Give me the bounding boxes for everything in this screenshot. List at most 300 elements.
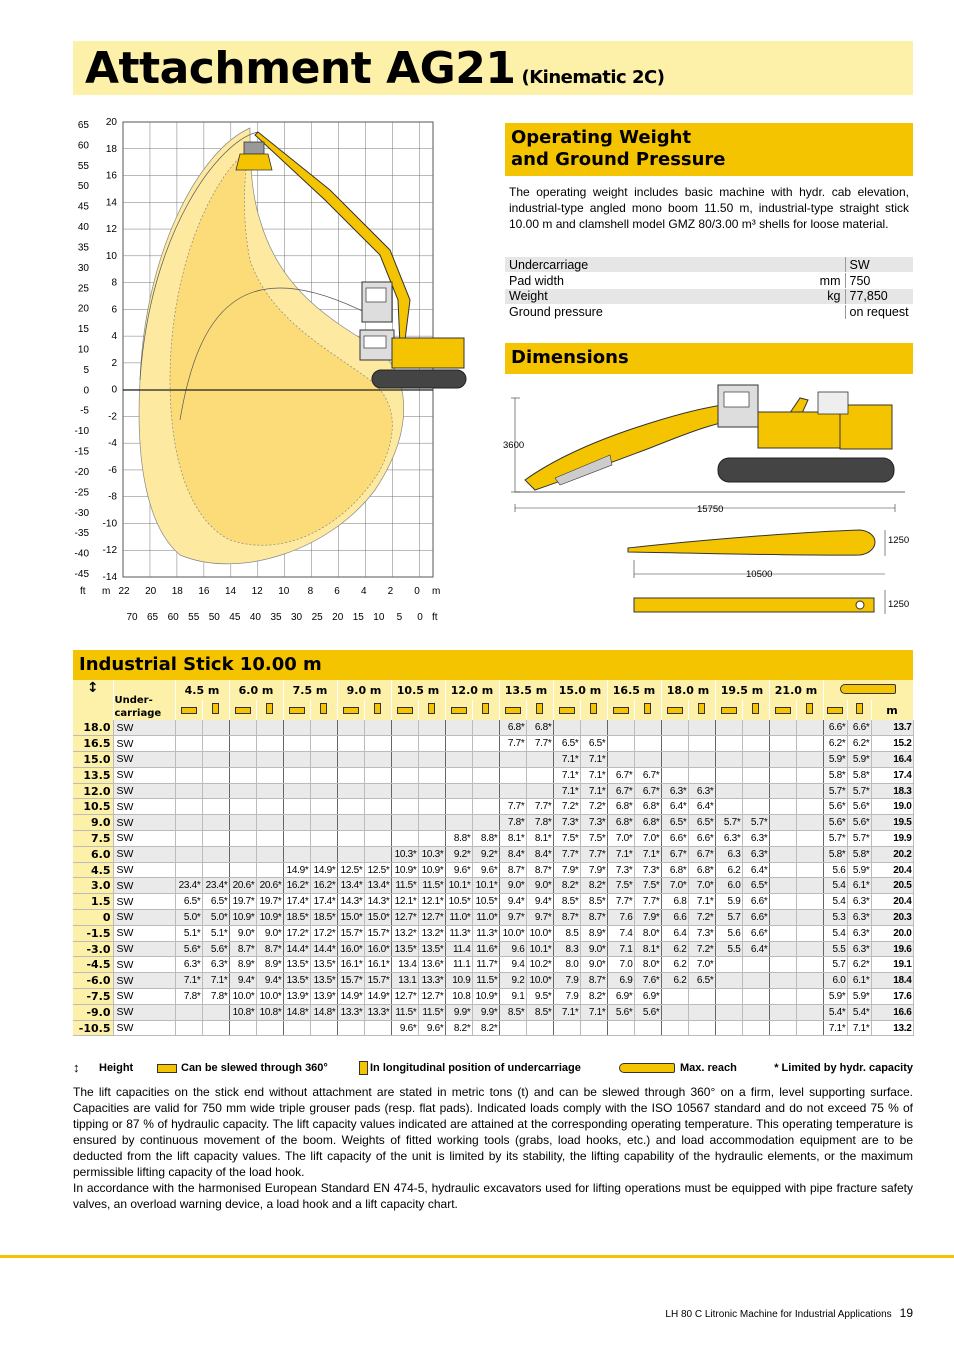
capacity-cell: 8.0* xyxy=(634,925,661,941)
m-tick-label: -2 xyxy=(108,411,117,423)
dim-height: 3600 xyxy=(503,440,525,451)
capacity-cell xyxy=(310,846,337,862)
capacity-cell: 7.3* xyxy=(580,815,607,831)
m-tick-label: 6 xyxy=(111,304,117,316)
capacity-cell: 16.2* xyxy=(283,878,310,894)
capacity-cell: 15.7* xyxy=(337,973,364,989)
capacity-cell: 9.0* xyxy=(580,957,607,973)
capacity-cell: 6.8 xyxy=(661,894,688,910)
capacity-cell xyxy=(742,783,769,799)
max-reach-value: 20.4 xyxy=(871,862,913,878)
capacity-cell: 7.9 xyxy=(553,973,580,989)
capacity-cell xyxy=(796,1004,823,1020)
capacity-cell xyxy=(688,767,715,783)
legend-max-reach: Max. reach xyxy=(680,1062,737,1074)
operating-weight-description: The operating weight includes basic machine with hydr. cab elevation, industrial-type angled mono boom 11.50 m, industrial-type straight stick 10.00 m and clamshell model GMZ 80/3.00 m³ shells for loose material. xyxy=(509,185,909,231)
capacity-cell: 14.4* xyxy=(310,941,337,957)
capacity-cell xyxy=(796,783,823,799)
longitudinal-icon xyxy=(796,700,823,720)
m-tick-label-x: 0 xyxy=(414,586,420,597)
capacity-cell: 15.7* xyxy=(337,925,364,941)
capacity-cell xyxy=(472,815,499,831)
max-reach-value: 17.6 xyxy=(871,989,913,1005)
capacity-cell xyxy=(607,752,634,768)
max-reach-capacity: 6.2* xyxy=(823,736,847,752)
max-reach-capacity: 5.4* xyxy=(847,1004,871,1020)
capacity-cell: 9.0* xyxy=(580,941,607,957)
max-reach-capacity: 6.1* xyxy=(847,973,871,989)
capacity-cell xyxy=(769,815,796,831)
spec-label: Weight xyxy=(505,288,769,304)
undercarriage-header: Under- carriage xyxy=(113,680,175,720)
capacity-cell xyxy=(742,752,769,768)
capacity-cell: 6.9 xyxy=(607,973,634,989)
capacity-cell: 7.3* xyxy=(634,862,661,878)
capacity-cell: 5.7* xyxy=(742,815,769,831)
capacity-cell xyxy=(769,957,796,973)
ft-tick-label: 10 xyxy=(77,344,89,356)
capacity-cell xyxy=(337,815,364,831)
capacity-cell xyxy=(202,752,229,768)
capacity-cell: 6.4* xyxy=(742,862,769,878)
table-row xyxy=(73,752,913,768)
capacity-cell xyxy=(364,799,391,815)
capacity-cell: 9.2 xyxy=(499,973,526,989)
spec-label: Undercarriage xyxy=(505,257,769,273)
ft-tick-label: 5 xyxy=(83,364,89,376)
capacity-cell xyxy=(796,894,823,910)
capacity-cell xyxy=(256,1020,283,1036)
capacity-cell xyxy=(283,783,310,799)
capacity-cell xyxy=(445,799,472,815)
capacity-cell: 8.1* xyxy=(499,831,526,847)
capacity-cell xyxy=(256,720,283,736)
capacity-cell: 9.4* xyxy=(499,894,526,910)
table-row xyxy=(73,815,913,831)
slew-icon xyxy=(553,700,580,720)
table-row xyxy=(73,894,913,910)
capacity-cell: 14.9* xyxy=(310,862,337,878)
m-tick-label: 4 xyxy=(111,331,117,343)
capacity-cell xyxy=(796,925,823,941)
capacity-cell: 8.7* xyxy=(553,910,580,926)
table-row xyxy=(73,736,913,752)
capacity-cell: 12.5* xyxy=(337,862,364,878)
capacity-cell: 11.5* xyxy=(391,878,418,894)
max-reach-capacity: 5.7* xyxy=(823,831,847,847)
capacity-cell xyxy=(607,736,634,752)
capacity-cell: 8.5* xyxy=(580,894,607,910)
m-tick-label-x: 12 xyxy=(251,586,263,597)
row-height: 16.5 xyxy=(73,736,113,752)
row-height: 3.0 xyxy=(73,878,113,894)
m-tick-label: -6 xyxy=(108,464,117,476)
capacity-cell: 7.0* xyxy=(688,957,715,973)
row-undercarriage: SW xyxy=(113,783,175,799)
capacity-cell: 7.1* xyxy=(607,846,634,862)
capacity-cell: 7.1* xyxy=(688,894,715,910)
capacity-cell: 14.4* xyxy=(283,941,310,957)
longitudinal-icon xyxy=(256,700,283,720)
capacity-cell: 6.7* xyxy=(688,846,715,862)
capacity-cell: 6.6* xyxy=(688,831,715,847)
capacity-cell xyxy=(796,878,823,894)
capacity-cell: 17.4* xyxy=(310,894,337,910)
max-reach-value: 19.6 xyxy=(871,941,913,957)
capacity-cell xyxy=(391,831,418,847)
capacity-cell xyxy=(796,831,823,847)
capacity-cell xyxy=(661,1004,688,1020)
capacity-cell: 9.2* xyxy=(472,846,499,862)
ft-tick-label-x: 25 xyxy=(311,612,323,623)
capacity-cell xyxy=(769,831,796,847)
capacity-cell: 8.3 xyxy=(553,941,580,957)
capacity-cell xyxy=(769,878,796,894)
capacity-cell xyxy=(742,720,769,736)
max-reach-value: 16.4 xyxy=(871,752,913,768)
capacity-cell xyxy=(337,1020,364,1036)
capacity-cell xyxy=(688,720,715,736)
capacity-cell xyxy=(175,831,202,847)
max-reach-capacity: 5.7 xyxy=(823,957,847,973)
capacity-cell: 11.3* xyxy=(472,925,499,941)
capacity-cell xyxy=(364,1020,391,1036)
capacity-cell xyxy=(796,846,823,862)
capacity-cell: 8.7* xyxy=(580,910,607,926)
m-tick-label-x: 6 xyxy=(334,586,340,597)
capacity-cell: 7.7* xyxy=(580,846,607,862)
m-tick-label-x: 22 xyxy=(118,586,130,597)
spec-unit: kg xyxy=(769,288,845,304)
m-tick-label: 8 xyxy=(111,277,117,289)
capacity-cell xyxy=(769,941,796,957)
table-row xyxy=(73,910,913,926)
capacity-cell: 6.5* xyxy=(688,973,715,989)
row-undercarriage: SW xyxy=(113,815,175,831)
max-reach-value: 20.2 xyxy=(871,846,913,862)
capacity-cell xyxy=(283,752,310,768)
row-undercarriage: SW xyxy=(113,862,175,878)
m-tick-label: 20 xyxy=(105,117,117,128)
capacity-cell: 9.4 xyxy=(499,957,526,973)
capacity-cell: 8.9* xyxy=(580,925,607,941)
table-row xyxy=(73,1020,913,1036)
radius-header: 7.5 m xyxy=(283,680,337,700)
capacity-cell xyxy=(202,862,229,878)
capacity-cell xyxy=(715,752,742,768)
capacity-cell: 7.9* xyxy=(553,862,580,878)
row-undercarriage: SW xyxy=(113,957,175,973)
capacity-cell: 10.0* xyxy=(526,925,553,941)
capacity-cell: 6.2 xyxy=(661,973,688,989)
capacity-cell xyxy=(796,862,823,878)
note-paragraph-1: The lift capacities on the stick end without attachment are stated in metric tons (t) and can be slewed through 360° on a firm, level supporting surface. Capacities are valid for 750 mm wide triple grouser pads (resp. flat pads). Indicated loads comply with the ISO 10567 standard and do not exceed 75 % of tipping or 87 % of hydraulic capacity. The lift capacity values indicated are attained at the corresponding operating temperature. This operating temperature is ensured by continuous movement of the boom. Weights of fitted working tools (grabs, load hooks, etc.) and load accommodation equipment are to be deducted from the lift capacity values. The lift capacity of the unit is limited by its stability, the lifting capability of the hydraulic elements, or the maximum permissible lifting capacity of the load hook. xyxy=(73,1085,913,1179)
m-tick-label: 18 xyxy=(105,143,117,155)
max-reach-capacity: 5.9* xyxy=(823,752,847,768)
row-height: 18.0 xyxy=(73,720,113,736)
table-row xyxy=(73,783,913,799)
table-row xyxy=(73,957,913,973)
row-undercarriage: SW xyxy=(113,799,175,815)
capacity-cell xyxy=(715,989,742,1005)
capacity-cell: 8.7* xyxy=(256,941,283,957)
capacity-cell xyxy=(310,767,337,783)
capacity-cell xyxy=(769,1004,796,1020)
ft-tick-label: 45 xyxy=(77,201,89,213)
capacity-cell: 8.9* xyxy=(256,957,283,973)
capacity-cell: 6.5* xyxy=(661,815,688,831)
capacity-cell xyxy=(418,831,445,847)
max-reach-capacity: 5.7* xyxy=(847,783,871,799)
capacity-cell xyxy=(391,720,418,736)
capacity-cell: 6.2 xyxy=(661,941,688,957)
capacity-cell xyxy=(256,767,283,783)
legend-limited: * Limited by hydr. capacity xyxy=(774,1062,913,1074)
lift-capacity-notes xyxy=(73,1084,913,1212)
max-reach-header-icon xyxy=(823,680,913,700)
capacity-cell: 13.1 xyxy=(391,973,418,989)
spec-value: 77,850 xyxy=(845,288,913,304)
capacity-cell xyxy=(661,752,688,768)
capacity-cell xyxy=(769,894,796,910)
row-height: 15.0 xyxy=(73,752,113,768)
longitudinal-icon xyxy=(847,700,871,720)
capacity-cell: 7.1* xyxy=(175,973,202,989)
capacity-cell: 7.1 xyxy=(607,941,634,957)
capacity-cell: 7.1* xyxy=(580,767,607,783)
capacity-cell: 5.1* xyxy=(175,925,202,941)
capacity-cell: 6.5* xyxy=(742,878,769,894)
table-row xyxy=(73,925,913,941)
capacity-cell xyxy=(661,720,688,736)
max-reach-value: 19.1 xyxy=(871,957,913,973)
capacity-cell: 13.2* xyxy=(418,925,445,941)
ft-tick-label: 15 xyxy=(77,324,89,336)
capacity-cell: 13.4* xyxy=(364,878,391,894)
m-tick-label-x: 14 xyxy=(224,586,237,597)
capacity-cell xyxy=(256,831,283,847)
max-reach-capacity: 6.6* xyxy=(847,720,871,736)
ft-tick-label-x: 0 xyxy=(417,612,423,623)
capacity-cell xyxy=(769,736,796,752)
capacity-cell: 9.4* xyxy=(526,894,553,910)
capacity-cell xyxy=(715,736,742,752)
max-reach-value: 16.6 xyxy=(871,1004,913,1020)
capacity-cell: 6.3 xyxy=(715,846,742,862)
capacity-cell: 15.7* xyxy=(364,973,391,989)
capacity-cell: 6.7* xyxy=(661,846,688,862)
capacity-cell xyxy=(472,736,499,752)
ft-tick-label: -40 xyxy=(74,548,89,560)
row-height: 10.5 xyxy=(73,799,113,815)
capacity-cell: 6.7* xyxy=(607,767,634,783)
capacity-cell xyxy=(769,925,796,941)
capacity-cell: 7.0* xyxy=(634,831,661,847)
capacity-cell xyxy=(526,752,553,768)
capacity-cell xyxy=(229,720,256,736)
capacity-cell xyxy=(202,815,229,831)
capacity-cell xyxy=(715,1004,742,1020)
note-paragraph-2: In accordance with the harmonised European Standard EN 474-5, hydraulic excavators used for lifting operations must be equipped with pipe fracture safety valves, an overload warning device, a load hook and a lift capacity chart. xyxy=(73,1181,913,1211)
longitudinal-icon xyxy=(364,700,391,720)
row-height: 6.0 xyxy=(73,846,113,862)
capacity-cell: 7.9 xyxy=(553,989,580,1005)
capacity-cell xyxy=(364,846,391,862)
row-undercarriage: SW xyxy=(113,831,175,847)
capacity-cell xyxy=(391,783,418,799)
capacity-cell xyxy=(283,799,310,815)
operating-weight-title-2: and Ground Pressure xyxy=(511,149,726,170)
ft-axis-unit-x: ft xyxy=(432,612,438,623)
longitudinal-icon xyxy=(634,700,661,720)
capacity-cell: 11.0* xyxy=(472,910,499,926)
capacity-cell: 11.1 xyxy=(445,957,472,973)
ft-tick-label-x: 20 xyxy=(332,612,344,623)
capacity-cell xyxy=(796,989,823,1005)
height-header-icon: ↕ xyxy=(73,680,113,720)
row-undercarriage: SW xyxy=(113,752,175,768)
max-reach-capacity: 6.3* xyxy=(847,894,871,910)
capacity-cell: 7.7* xyxy=(526,799,553,815)
capacity-cell xyxy=(229,831,256,847)
max-reach-capacity: 5.6* xyxy=(823,815,847,831)
ft-axis-unit: ft xyxy=(80,586,86,597)
ft-tick-label-x: 60 xyxy=(167,612,179,623)
capacity-cell: 5.6 xyxy=(715,925,742,941)
capacity-cell: 6.4* xyxy=(661,799,688,815)
capacity-cell xyxy=(742,736,769,752)
capacity-cell: 10.9* xyxy=(256,910,283,926)
capacity-cell xyxy=(796,941,823,957)
ft-tick-label: -20 xyxy=(74,466,89,478)
m-tick-label: 16 xyxy=(105,170,117,182)
capacity-cell xyxy=(310,752,337,768)
max-reach-value: 19.9 xyxy=(871,831,913,847)
capacity-cell: 6.7* xyxy=(634,767,661,783)
capacity-cell xyxy=(391,799,418,815)
capacity-cell: 6.3* xyxy=(688,783,715,799)
ft-tick-label-x: 55 xyxy=(188,612,200,623)
capacity-cell: 7.2* xyxy=(580,799,607,815)
max-reach-value: 20.4 xyxy=(871,894,913,910)
max-reach-value: 13.2 xyxy=(871,1020,913,1036)
lift-table-header xyxy=(73,650,913,680)
row-undercarriage: SW xyxy=(113,720,175,736)
capacity-cell xyxy=(769,783,796,799)
capacity-cell xyxy=(769,989,796,1005)
row-height: 13.5 xyxy=(73,767,113,783)
lift-table-title: Industrial Stick 10.00 m xyxy=(79,654,322,675)
max-reach-capacity: 5.9* xyxy=(847,862,871,878)
ft-tick-label-x: 65 xyxy=(147,612,159,623)
capacity-cell xyxy=(202,799,229,815)
capacity-cell xyxy=(337,736,364,752)
slew-icon xyxy=(499,700,526,720)
capacity-cell xyxy=(175,752,202,768)
max-reach-value: 20.5 xyxy=(871,878,913,894)
capacity-cell: 13.3* xyxy=(337,1004,364,1020)
capacity-cell: 14.9* xyxy=(283,862,310,878)
capacity-cell: 8.2* xyxy=(445,1020,472,1036)
ft-tick-label: -45 xyxy=(74,569,89,580)
capacity-cell: 10.0* xyxy=(229,989,256,1005)
capacity-cell: 9.6* xyxy=(445,862,472,878)
capacity-cell: 19.7* xyxy=(229,894,256,910)
row-height: -3.0 xyxy=(73,941,113,957)
dim-stick-length: 10500 xyxy=(746,569,773,580)
dimensions-machine-drawing xyxy=(511,385,905,512)
m-tick-label: 12 xyxy=(105,224,117,236)
capacity-cell: 6.3* xyxy=(742,831,769,847)
capacity-cell: 6.3* xyxy=(715,831,742,847)
capacity-cell: 11.5* xyxy=(418,1004,445,1020)
capacity-cell: 10.3* xyxy=(391,846,418,862)
capacity-cell: 7.7* xyxy=(607,894,634,910)
capacity-cell: 8.5 xyxy=(553,925,580,941)
capacity-cell xyxy=(310,783,337,799)
capacity-cell xyxy=(796,910,823,926)
capacity-cell xyxy=(769,910,796,926)
capacity-cell: 7.7* xyxy=(634,894,661,910)
table-row xyxy=(73,799,913,815)
capacity-cell xyxy=(445,752,472,768)
capacity-cell: 12.5* xyxy=(364,862,391,878)
capacity-cell: 6.5* xyxy=(175,894,202,910)
capacity-cell xyxy=(499,767,526,783)
capacity-cell: 8.1* xyxy=(526,831,553,847)
capacity-cell: 15.0* xyxy=(364,910,391,926)
capacity-cell xyxy=(769,862,796,878)
ft-tick-label: 30 xyxy=(77,262,89,274)
ft-tick-label: -25 xyxy=(74,487,89,499)
capacity-cell xyxy=(202,846,229,862)
capacity-cell xyxy=(202,1004,229,1020)
legend-slew: Can be slewed through 360° xyxy=(181,1062,328,1074)
capacity-cell: 10.8* xyxy=(229,1004,256,1020)
capacity-cell: 17.4* xyxy=(283,894,310,910)
ft-tick-label-x: 5 xyxy=(396,612,403,623)
capacity-cell: 17.2* xyxy=(310,925,337,941)
capacity-cell: 10.9* xyxy=(418,862,445,878)
table-row xyxy=(73,989,913,1005)
capacity-cell: 7.6 xyxy=(607,910,634,926)
capacity-cell: 6.6* xyxy=(742,910,769,926)
capacity-cell xyxy=(391,815,418,831)
row-undercarriage: SW xyxy=(113,894,175,910)
capacity-cell: 7.0* xyxy=(607,831,634,847)
capacity-cell xyxy=(715,1020,742,1036)
capacity-cell xyxy=(391,752,418,768)
capacity-cell: 14.8* xyxy=(310,1004,337,1020)
capacity-cell: 5.6* xyxy=(607,1004,634,1020)
table-row xyxy=(73,831,913,847)
capacity-cell xyxy=(607,720,634,736)
legend-slew-icon xyxy=(157,1064,177,1073)
row-height: 4.5 xyxy=(73,862,113,878)
capacity-cell xyxy=(337,752,364,768)
capacity-cell xyxy=(634,720,661,736)
capacity-cell xyxy=(688,1004,715,1020)
max-reach-capacity: 5.9* xyxy=(847,989,871,1005)
capacity-cell: 13.5* xyxy=(283,957,310,973)
max-reach-capacity: 5.3 xyxy=(823,910,847,926)
capacity-cell: 6.5* xyxy=(688,815,715,831)
capacity-cell: 7.0* xyxy=(688,878,715,894)
capacity-cell xyxy=(256,799,283,815)
capacity-cell: 12.1* xyxy=(391,894,418,910)
capacity-cell xyxy=(796,1020,823,1036)
max-reach-value: 17.4 xyxy=(871,767,913,783)
